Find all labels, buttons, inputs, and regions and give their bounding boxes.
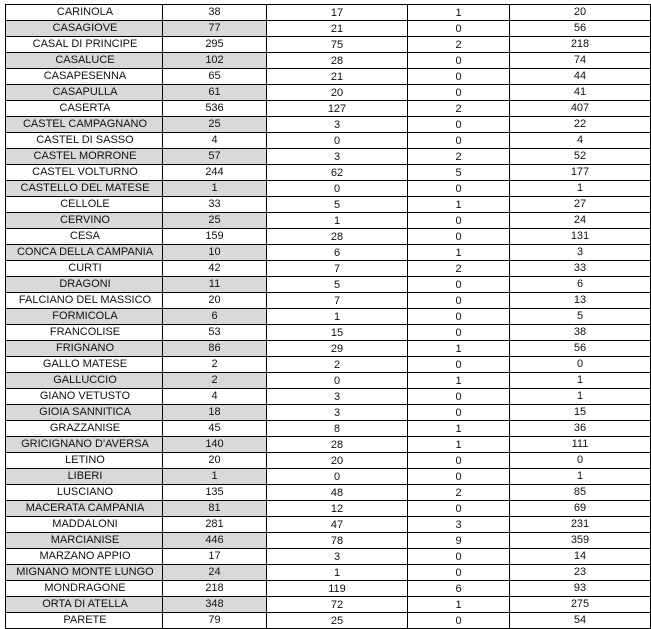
value-cell-1: 10	[163, 245, 267, 261]
value-cell-4: 33	[510, 261, 651, 277]
value-cell-2: 119	[267, 581, 408, 597]
value-cell-2: 3	[267, 549, 408, 565]
table-row	[6, 341, 651, 357]
value-cell-3: 0	[408, 213, 510, 229]
value-cell-2: 3	[267, 405, 408, 421]
table-row	[6, 517, 651, 533]
value-cell-2: 1	[267, 213, 408, 229]
value-cell-2: 78	[267, 533, 408, 549]
value-cell-1: 2	[163, 373, 267, 389]
municipality-name-cell: FALCIANO DEL MASSICO	[6, 293, 163, 309]
value-cell-2: 28	[267, 53, 408, 69]
value-cell-1: 42	[163, 261, 267, 277]
value-cell-2: 0	[267, 133, 408, 149]
value-cell-4: 22	[510, 117, 651, 133]
value-cell-2: 62	[267, 165, 408, 181]
value-cell-2: 2	[267, 357, 408, 373]
value-cell-4: 93	[510, 581, 651, 597]
value-cell-4: 23	[510, 565, 651, 581]
value-cell-2: 21	[267, 21, 408, 37]
table-row	[6, 293, 651, 309]
table-row	[6, 261, 651, 277]
value-cell-4: 5	[510, 309, 651, 325]
value-cell-1: 25	[163, 213, 267, 229]
value-cell-1: 25	[163, 117, 267, 133]
table-row	[6, 53, 651, 69]
value-cell-1: 81	[163, 501, 267, 517]
municipality-name-cell: CASAPESENNA	[6, 69, 163, 85]
value-cell-3: 2	[408, 149, 510, 165]
municipality-name-cell: MACERATA CAMPANIA	[6, 501, 163, 517]
value-cell-4: 359	[510, 533, 651, 549]
municipality-name-cell: LETINO	[6, 453, 163, 469]
municipality-name-cell: PARETE	[6, 613, 163, 629]
value-cell-4: 131	[510, 229, 651, 245]
municipality-name-cell: CASAPULLA	[6, 85, 163, 101]
value-cell-1: 2	[163, 357, 267, 373]
table-row	[6, 357, 651, 373]
value-cell-3: 2	[408, 101, 510, 117]
value-cell-2: 21	[267, 69, 408, 85]
municipality-name-cell: CARINOLA	[6, 5, 163, 21]
table-row	[6, 613, 651, 629]
value-cell-1: 20	[163, 293, 267, 309]
table-row	[6, 405, 651, 421]
municipality-name-cell: CASTELLO DEL MATESE	[6, 181, 163, 197]
municipality-name-cell: CASTEL MORRONE	[6, 149, 163, 165]
value-cell-1: 65	[163, 69, 267, 85]
value-cell-3: 0	[408, 277, 510, 293]
value-cell-4: 36	[510, 421, 651, 437]
value-cell-3: 2	[408, 261, 510, 277]
table-row	[6, 85, 651, 101]
municipality-name-cell: CASTEL VOLTURNO	[6, 165, 163, 181]
value-cell-2: 0	[267, 373, 408, 389]
value-cell-3: 0	[408, 181, 510, 197]
table-row	[6, 565, 651, 581]
table-row	[6, 325, 651, 341]
value-cell-2: 17	[267, 5, 408, 21]
value-cell-2: 1	[267, 565, 408, 581]
value-cell-3: 0	[408, 309, 510, 325]
value-cell-4: 1	[510, 181, 651, 197]
municipality-name-cell: CASAL DI PRINCIPE	[6, 37, 163, 53]
value-cell-2: 0	[267, 469, 408, 485]
value-cell-4: 15	[510, 405, 651, 421]
value-cell-1: 102	[163, 53, 267, 69]
municipality-name-cell: CERVINO	[6, 213, 163, 229]
value-cell-1: 446	[163, 533, 267, 549]
value-cell-3: 1	[408, 197, 510, 213]
municipality-name-cell: LIBERI	[6, 469, 163, 485]
municipality-name-cell: FRIGNANO	[6, 341, 163, 357]
table-row	[6, 533, 651, 549]
value-cell-3: 0	[408, 613, 510, 629]
value-cell-1: 244	[163, 165, 267, 181]
value-cell-1: 1	[163, 181, 267, 197]
value-cell-3: 1	[408, 597, 510, 613]
value-cell-3: 0	[408, 21, 510, 37]
table-row	[6, 501, 651, 517]
value-cell-1: 18	[163, 405, 267, 421]
value-cell-4: 111	[510, 437, 651, 453]
table-row	[6, 373, 651, 389]
value-cell-4: 4	[510, 133, 651, 149]
value-cell-2: 29	[267, 341, 408, 357]
value-cell-2: 5	[267, 197, 408, 213]
value-cell-3: 2	[408, 37, 510, 53]
value-cell-3: 3	[408, 517, 510, 533]
value-cell-4: 1	[510, 469, 651, 485]
value-cell-4: 56	[510, 341, 651, 357]
value-cell-1: 38	[163, 5, 267, 21]
value-cell-2: 0	[267, 181, 408, 197]
value-cell-1: 33	[163, 197, 267, 213]
table-row	[6, 165, 651, 181]
value-cell-2: 1	[267, 309, 408, 325]
municipality-name-cell: GIOIA SANNITICA	[6, 405, 163, 421]
value-cell-1: 57	[163, 149, 267, 165]
municipality-name-cell: GALLUCCIO	[6, 373, 163, 389]
value-cell-3: 0	[408, 501, 510, 517]
municipality-name-cell: GALLO MATESE	[6, 357, 163, 373]
value-cell-2: 7	[267, 261, 408, 277]
table-row	[6, 389, 651, 405]
value-cell-3: 0	[408, 325, 510, 341]
value-cell-2: 5	[267, 277, 408, 293]
municipality-name-cell: CASTEL CAMPAGNANO	[6, 117, 163, 133]
municipality-name-cell: GRAZZANISE	[6, 421, 163, 437]
table-row	[6, 197, 651, 213]
value-cell-4: 407	[510, 101, 651, 117]
table-row	[6, 421, 651, 437]
value-cell-4: 27	[510, 197, 651, 213]
municipality-name-cell: CELLOLE	[6, 197, 163, 213]
municipality-name-cell: CASAGIOVE	[6, 21, 163, 37]
value-cell-4: 1	[510, 389, 651, 405]
table-row	[6, 581, 651, 597]
value-cell-1: 86	[163, 341, 267, 357]
value-cell-3: 1	[408, 373, 510, 389]
value-cell-3: 0	[408, 229, 510, 245]
value-cell-1: 348	[163, 597, 267, 613]
municipality-name-cell: GIANO VETUSTO	[6, 389, 163, 405]
value-cell-2: 8	[267, 421, 408, 437]
municipality-name-cell: MONDRAGONE	[6, 581, 163, 597]
table-row	[6, 37, 651, 53]
value-cell-3: 0	[408, 405, 510, 421]
value-cell-1: 536	[163, 101, 267, 117]
municipality-name-cell: GRICIGNANO D'AVERSA	[6, 437, 163, 453]
municipality-name-cell: CURTI	[6, 261, 163, 277]
value-cell-3: 1	[408, 245, 510, 261]
municipality-name-cell: DRAGONI	[6, 277, 163, 293]
table-row	[6, 277, 651, 293]
value-cell-1: 79	[163, 613, 267, 629]
table-row	[6, 453, 651, 469]
value-cell-1: 45	[163, 421, 267, 437]
value-cell-1: 295	[163, 37, 267, 53]
value-cell-3: 0	[408, 389, 510, 405]
value-cell-4: 69	[510, 501, 651, 517]
value-cell-3: 1	[408, 421, 510, 437]
municipality-name-cell: ORTA DI ATELLA	[6, 597, 163, 613]
value-cell-2: 6	[267, 245, 408, 261]
value-cell-2: 28	[267, 437, 408, 453]
municipality-name-cell: LUSCIANO	[6, 485, 163, 501]
value-cell-4: 38	[510, 325, 651, 341]
municipality-name-cell: CONCA DELLA CAMPANIA	[6, 245, 163, 261]
value-cell-4: 14	[510, 549, 651, 565]
value-cell-2: 20	[267, 85, 408, 101]
municipality-name-cell: CESA	[6, 229, 163, 245]
value-cell-4: 13	[510, 293, 651, 309]
municipality-name-cell: MADDALONI	[6, 517, 163, 533]
value-cell-4: 56	[510, 21, 651, 37]
value-cell-1: 61	[163, 85, 267, 101]
table-row	[6, 309, 651, 325]
value-cell-3: 0	[408, 453, 510, 469]
value-cell-4: 1	[510, 373, 651, 389]
table-row	[6, 437, 651, 453]
table-row	[6, 229, 651, 245]
table-row	[6, 5, 651, 21]
value-cell-2: 72	[267, 597, 408, 613]
value-cell-4: 52	[510, 149, 651, 165]
municipality-name-cell: FRANCOLISE	[6, 325, 163, 341]
value-cell-1: 1	[163, 469, 267, 485]
value-cell-1: 4	[163, 389, 267, 405]
value-cell-2: 7	[267, 293, 408, 309]
table-row	[6, 213, 651, 229]
value-cell-3: 0	[408, 565, 510, 581]
value-cell-3: 0	[408, 85, 510, 101]
value-cell-2: 48	[267, 485, 408, 501]
table-row	[6, 133, 651, 149]
table-row	[6, 597, 651, 613]
value-cell-3: 0	[408, 117, 510, 133]
table-row	[6, 469, 651, 485]
value-cell-3: 5	[408, 165, 510, 181]
value-cell-4: 275	[510, 597, 651, 613]
value-cell-2: 12	[267, 501, 408, 517]
value-cell-4: 0	[510, 453, 651, 469]
value-cell-4: 218	[510, 37, 651, 53]
municipality-name-cell: MARZANO APPIO	[6, 549, 163, 565]
value-cell-4: 54	[510, 613, 651, 629]
value-cell-1: 20	[163, 453, 267, 469]
table-row	[6, 485, 651, 501]
value-cell-3: 0	[408, 357, 510, 373]
value-cell-3: 0	[408, 293, 510, 309]
value-cell-2: 3	[267, 117, 408, 133]
value-cell-1: 77	[163, 21, 267, 37]
value-cell-4: 20	[510, 5, 651, 21]
value-cell-2: 75	[267, 37, 408, 53]
value-cell-1: 135	[163, 485, 267, 501]
value-cell-4: 44	[510, 69, 651, 85]
value-cell-4: 231	[510, 517, 651, 533]
value-cell-3: 0	[408, 53, 510, 69]
table-row	[6, 21, 651, 37]
table-row	[6, 181, 651, 197]
value-cell-2: 28	[267, 229, 408, 245]
table-row	[6, 117, 651, 133]
value-cell-4: 41	[510, 85, 651, 101]
value-cell-1: 17	[163, 549, 267, 565]
value-cell-3: 1	[408, 437, 510, 453]
value-cell-3: 2	[408, 485, 510, 501]
municipality-name-cell: CASTEL DI SASSO	[6, 133, 163, 149]
value-cell-4: 24	[510, 213, 651, 229]
table-row	[6, 149, 651, 165]
value-cell-1: 11	[163, 277, 267, 293]
value-cell-1: 140	[163, 437, 267, 453]
value-cell-3: 1	[408, 5, 510, 21]
table-body	[6, 5, 651, 629]
value-cell-3: 0	[408, 69, 510, 85]
value-cell-2: 3	[267, 149, 408, 165]
value-cell-3: 0	[408, 133, 510, 149]
value-cell-4: 3	[510, 245, 651, 261]
value-cell-1: 4	[163, 133, 267, 149]
table-row	[6, 245, 651, 261]
value-cell-1: 53	[163, 325, 267, 341]
value-cell-3: 1	[408, 341, 510, 357]
value-cell-1: 281	[163, 517, 267, 533]
municipality-name-cell: FORMICOLA	[6, 309, 163, 325]
municipality-name-cell: MARCIANISE	[6, 533, 163, 549]
value-cell-3: 0	[408, 549, 510, 565]
table-row	[6, 101, 651, 117]
value-cell-4: 6	[510, 277, 651, 293]
value-cell-4: 74	[510, 53, 651, 69]
value-cell-2: 15	[267, 325, 408, 341]
municipality-name-cell: CASALUCE	[6, 53, 163, 69]
value-cell-1: 24	[163, 565, 267, 581]
value-cell-1: 159	[163, 229, 267, 245]
value-cell-2: 127	[267, 101, 408, 117]
value-cell-2: 20	[267, 453, 408, 469]
value-cell-2: 25	[267, 613, 408, 629]
municipality-name-cell: MIGNANO MONTE LUNGO	[6, 565, 163, 581]
value-cell-4: 0	[510, 357, 651, 373]
value-cell-2: 3	[267, 389, 408, 405]
value-cell-3: 6	[408, 581, 510, 597]
municipality-name-cell: CASERTA	[6, 101, 163, 117]
value-cell-3: 0	[408, 469, 510, 485]
value-cell-3: 9	[408, 533, 510, 549]
value-cell-4: 85	[510, 485, 651, 501]
value-cell-1: 218	[163, 581, 267, 597]
table-row	[6, 549, 651, 565]
value-cell-4: 177	[510, 165, 651, 181]
table-row	[6, 69, 651, 85]
value-cell-2: 47	[267, 517, 408, 533]
municipality-data-table	[5, 4, 651, 629]
value-cell-1: 6	[163, 309, 267, 325]
